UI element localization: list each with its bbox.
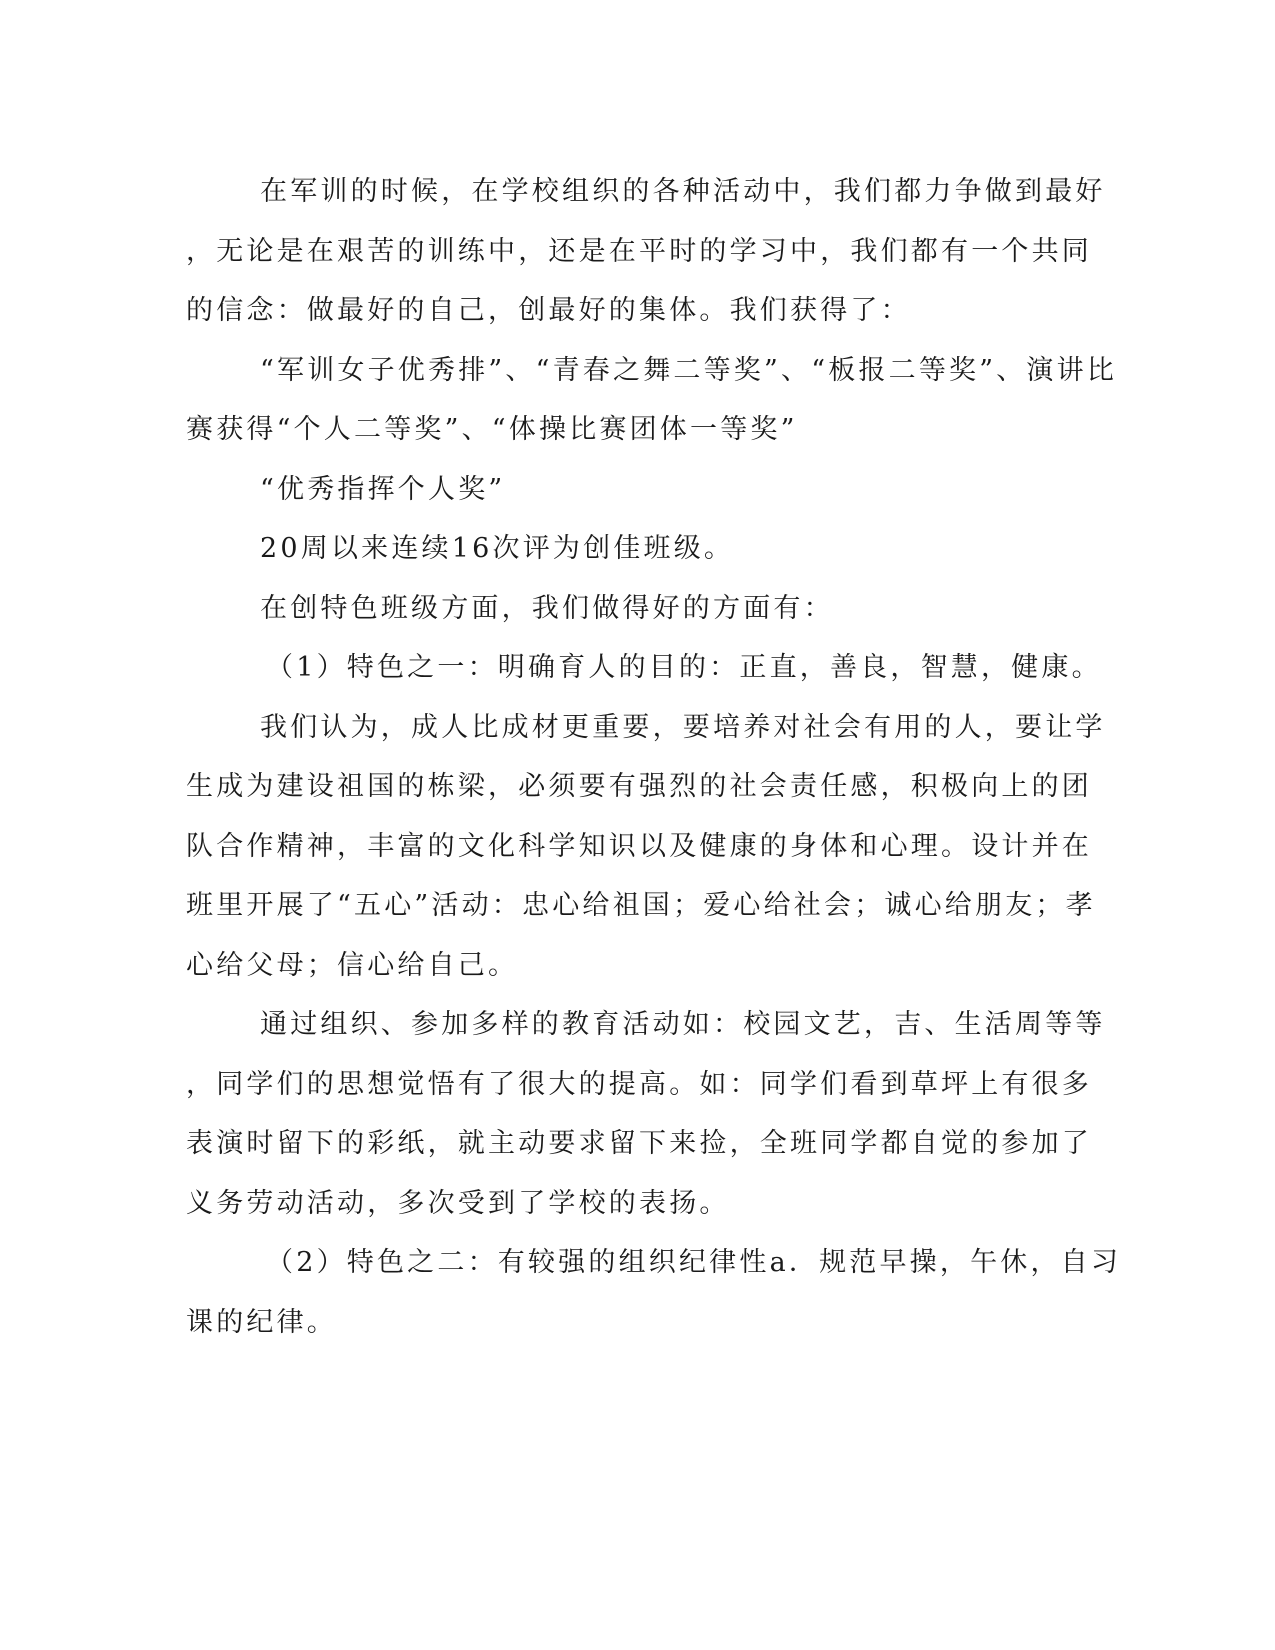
paragraph-line: “优秀指挥个人奖” bbox=[260, 473, 506, 505]
paragraph-line: 在创特色班级方面，我们做得好的方面有： bbox=[260, 592, 834, 624]
paragraph-line: （2）特色之二：有较强的组织纪律性a．规范早操，午休，自习 bbox=[266, 1247, 1122, 1278]
paragraph-line: 我们认为，成人比成材更重要，要培养对社会有用的人，要让学 bbox=[260, 711, 1106, 743]
paragraph-line: ，同学们的思想觉悟有了很大的提高。如：同学们看到草坪上有很多 bbox=[186, 1068, 1092, 1100]
paragraph-line: 队合作精神，丰富的文化科学知识以及健康的身体和心理。设计并在 bbox=[186, 830, 1092, 862]
paragraph-line: 通过组织、参加多样的教育活动如：校园文艺，吉、生活周等等 bbox=[260, 1009, 1106, 1040]
document-body bbox=[186, 162, 1122, 1352]
paragraph-line: 表演时留下的彩纸，就主动要求留下来捡，全班同学都自觉的参加了 bbox=[186, 1128, 1092, 1159]
paragraph-line: 的信念：做最好的自己，创最好的集体。我们获得了： bbox=[186, 295, 911, 326]
paragraph-line: （1）特色之一：明确育人的目的：正直，善良，智慧，健康。 bbox=[266, 652, 1102, 683]
paragraph-line: 义务劳动活动，多次受到了学校的表扬。 bbox=[186, 1187, 730, 1219]
paragraph-line: 20周以来连续16次评为创佳班级。 bbox=[260, 533, 735, 564]
paragraph-line: 生成为建设祖国的栋梁，必须要有强烈的社会责任感，积极向上的团 bbox=[186, 771, 1092, 802]
paragraph-line: 心给父母；信心给自己。 bbox=[186, 949, 519, 981]
paragraph-line: 课的纪律。 bbox=[186, 1306, 337, 1338]
paragraph-line: “军训女子优秀排”、“青春之舞二等奖”、“板报二等奖”、演讲比 bbox=[260, 354, 1118, 386]
paragraph-line: 在军训的时候，在学校组织的各种活动中，我们都力争做到最好 bbox=[260, 176, 1106, 207]
paragraph-line: 赛获得“个人二等奖”、“体操比赛团体一等奖” bbox=[186, 414, 798, 445]
paragraph-line: ，无论是在艰苦的训练中，还是在平时的学习中，我们都有一个共同 bbox=[186, 235, 1092, 267]
paragraph-line: 班里开展了“五心”活动：忠心给祖国；爱心给社会；诚心给朋友；孝 bbox=[186, 890, 1096, 921]
